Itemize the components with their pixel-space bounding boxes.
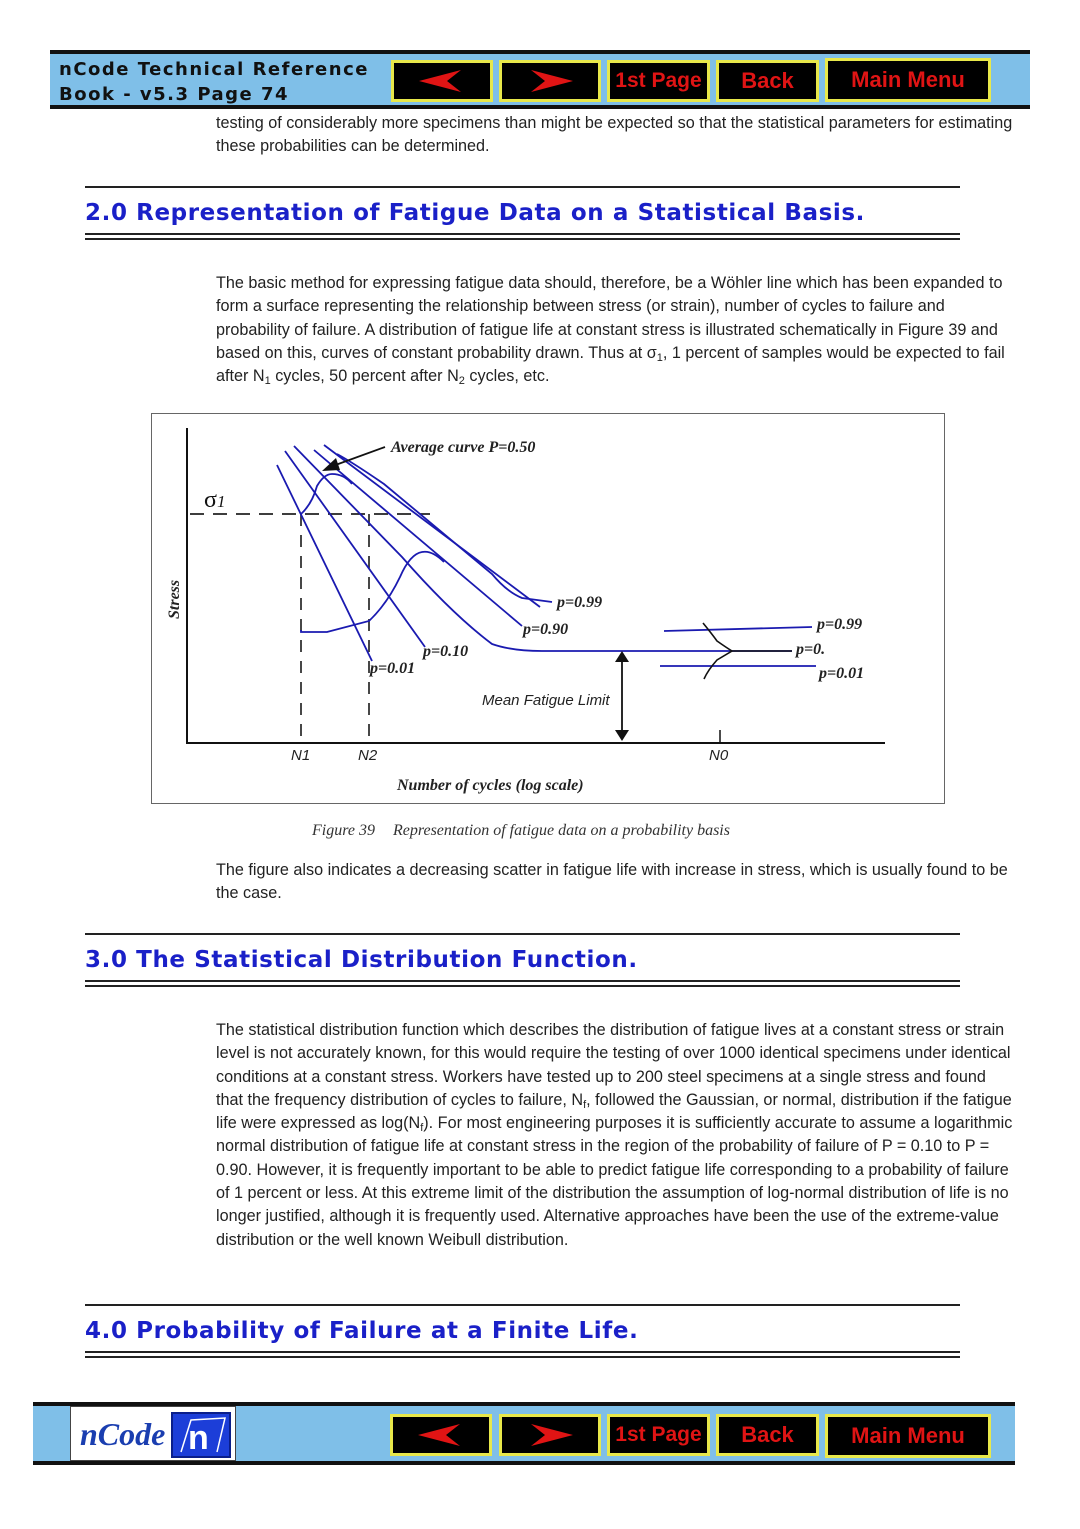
right-label-p099: p=0.99 [817,616,863,633]
document-title [59,57,369,107]
next-page-button[interactable] [499,60,601,102]
section-rule-bottom-2 [85,985,960,987]
x-axis-label: Number of cycles (log scale) [397,777,584,794]
section-rule-bottom-2 [85,238,960,240]
footer-navbar [33,1402,1015,1465]
tick-n0: N0 [709,747,729,764]
next-page-button[interactable] [499,1414,601,1456]
ncode-logo [70,1406,236,1461]
section-rule-top [85,186,960,188]
after-figure-paragraph: The figure also indicates a decreasing scatter in fatigue life with increase in stress, which is usually found to be the case. [216,861,1008,903]
curve-label-p099: p=0.99 [557,594,603,611]
title-line-1: nCode Technical Reference [59,59,369,80]
left-arrow-icon [416,1424,466,1446]
title-line-2: Book - v5.3 Page 74 [59,84,290,105]
curve-label-p090: p=0.90 [523,621,569,638]
section-heading-2: 2.0 Representation of Fatigue Data on a Statistical Basis. [85,200,865,226]
section-rule-top [85,933,960,935]
average-curve-label: Average curve P=0.50 [391,439,536,456]
svg-text:n: n [188,1419,209,1456]
first-page-button[interactable]: 1st Page [607,60,710,102]
section-rule-bottom [85,1351,960,1353]
prev-page-button[interactable] [390,1414,492,1456]
section-rule-bottom-2 [85,1356,960,1358]
header-navbar [50,50,1030,109]
right-arrow-icon [525,70,575,92]
section-rule-top [85,1304,960,1306]
section-rule-bottom [85,980,960,982]
sigma-label: σ1 [204,487,226,513]
right-label-p050: p=0. [796,641,826,658]
main-menu-button[interactable]: Main Menu [825,1414,991,1458]
section-heading-4: 4.0 Probability of Failure at a Finite Life. [85,1318,639,1344]
y-axis-label: Stress [166,579,183,619]
intro-paragraph: testing of considerably more specimens than might be expected so that the statistical parameters for estimating these probabilities can be determined. [216,114,1013,156]
tick-n2: N2 [358,747,378,764]
right-arrow-icon [525,1424,575,1446]
first-page-button[interactable]: 1st Page [607,1414,710,1456]
left-arrow-icon [417,70,467,92]
section-3-paragraph: The statistical distribution function which describes the distribution of fatigue lives at a constant stress or strain level is not accurately known, for this would require the testing of over 1000 identical specimens under identical conditions at a constant stress. Workers have tested up to 200 steel specimens at a single stress and found that the frequency distribution of cycles to failure, $N_f$, followed the Gaussian, or normal, distribution if the fatigue life were expressed as $\log(N_f)$. For most engineering purposes it is sufficiently accurate to assume a logarithmic normal distribution of fatigue life at constant stress in the region of the probability of failure of P = 0.10 to P = 0.90. However, it is frequently important to be able to predict fatigue life corresponding to a probability of failure of 1 percent or less. At this extreme limit of the distribution the assumption of log-normal distribution of life is no longer justified, although it is frequently used. Alternative approaches have been the use of the extreme-value distribution or the well known Weibull distribution. [216,1021,1013,1249]
curve-label-p001: p=0.01 [370,660,416,677]
right-label-p001: p=0.01 [819,665,865,682]
main-menu-button[interactable]: Main Menu [825,58,991,102]
prev-page-button[interactable] [391,60,493,102]
mean-fatigue-limit-label: Mean Fatigue Limit [482,692,610,709]
figure-39 [151,413,945,804]
logo-text: nCode [80,1416,166,1452]
section-2-paragraph: The basic method for expressing fatigue data should, therefore, be a Wöhler line which has been expanded to form a surface representing the relationship between stress (or strain), number of cycles to failure and probability of failure. A distribution of fatigue life at constant stress is illustrated schematically in Figure 39 and based on this, curves of constant probability drawn. Thus at $\sigma_1$, 1 percent of samples would be expected to fail after $N_1$ cycles, 50 percent after $N_2$ cycles, etc. [216,274,1005,388]
section-rule-bottom [85,233,960,235]
tick-n1: N1 [291,747,311,764]
section-heading-3: 3.0 The Statistical Distribution Function. [85,947,638,973]
back-button[interactable]: Back [716,1414,819,1456]
logo-mark-icon [171,1412,231,1458]
figure-caption: Figure 39 Representation of fatigue data on a probability basis [312,822,730,839]
back-button[interactable]: Back [716,60,819,102]
curve-label-p010: p=0.10 [423,643,469,660]
fatigue-probability-chart [152,414,944,803]
